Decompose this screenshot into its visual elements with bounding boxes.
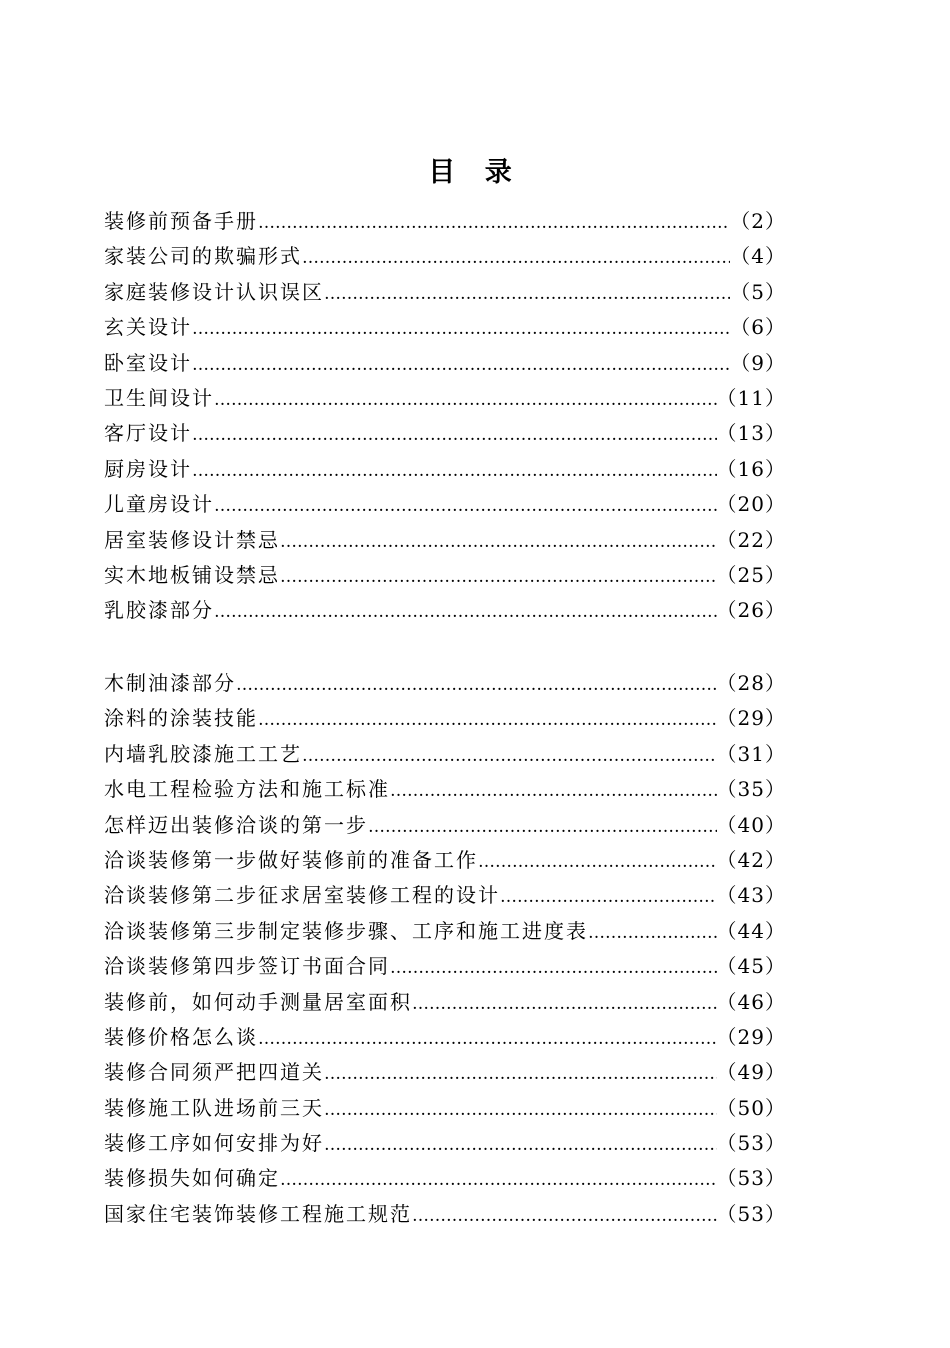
toc-leader-dots xyxy=(412,1199,717,1234)
toc-entry-page-number: （13） xyxy=(716,421,786,446)
toc-entry-title: 儿童房设计 xyxy=(104,492,214,517)
toc-leader-dots xyxy=(324,1128,717,1163)
toc-entry-page-number: （50） xyxy=(716,1095,786,1120)
toc-entry-title: 内墙乳胶漆施工工艺 xyxy=(104,741,302,766)
toc-entry[interactable] xyxy=(104,843,786,878)
toc-leader-dots xyxy=(302,241,730,276)
page-title: 目 录 xyxy=(428,157,522,188)
toc-entry-page-number: （49） xyxy=(716,1060,786,1085)
toc-leader-dots xyxy=(280,560,717,595)
toc-entry-title: 实木地板铺设禁忌 xyxy=(104,562,280,587)
toc-entry-title: 装修工序如何安排为好 xyxy=(104,1131,324,1156)
toc-entry[interactable] xyxy=(104,381,786,416)
toc-entry-page-number: （28） xyxy=(716,671,786,695)
toc-leader-dots xyxy=(280,525,717,560)
toc-leader-dots xyxy=(258,206,730,241)
toc-entry-title: 装修合同须严把四道关 xyxy=(104,1060,324,1085)
toc-entry[interactable] xyxy=(104,808,786,843)
toc-entry-page-number: （25） xyxy=(716,562,786,587)
toc-entry-page-number: （9） xyxy=(730,350,786,375)
toc-entry-title: 卫生间设计 xyxy=(104,385,214,410)
toc-entry-title: 装修前预备手册 xyxy=(104,209,258,233)
toc-leader-dots xyxy=(588,916,717,951)
toc-leader-dots xyxy=(192,454,717,489)
toc-entry-page-number: （11） xyxy=(716,385,786,410)
toc-entry-page-number: （42） xyxy=(716,847,786,872)
toc-entry[interactable] xyxy=(104,878,786,913)
toc-entry[interactable] xyxy=(104,1055,786,1090)
toc-leader-dots xyxy=(324,277,730,312)
toc-entry-title: 洽谈装修第二步征求居室装修工程的设计 xyxy=(104,883,500,908)
toc-entry-page-number: （53） xyxy=(716,1201,786,1226)
toc-entry-title: 洽谈装修第四步签订书面合同 xyxy=(104,954,390,979)
toc-entry[interactable] xyxy=(104,558,786,593)
toc-entry[interactable] xyxy=(104,239,786,274)
toc-entry[interactable] xyxy=(104,1161,786,1196)
toc-entry-page-number: （40） xyxy=(716,812,786,837)
toc-entry-page-number: （53） xyxy=(716,1131,786,1156)
toc-leader-dots xyxy=(302,739,717,774)
toc-leader-dots xyxy=(258,1022,717,1057)
toc-entry-page-number: （29） xyxy=(716,706,786,731)
toc-entry[interactable] xyxy=(104,1126,786,1161)
toc-entry-page-number: （26） xyxy=(716,598,786,623)
toc-section-1 xyxy=(104,204,786,629)
toc-leader-dots xyxy=(478,845,717,880)
toc-entry-page-number: （35） xyxy=(716,777,786,802)
toc-entry-title: 卧室设计 xyxy=(104,350,192,375)
toc-entry[interactable] xyxy=(104,346,786,381)
toc-entry[interactable] xyxy=(104,666,786,701)
toc-entry[interactable] xyxy=(104,985,786,1020)
toc-entry-title: 装修价格怎么谈 xyxy=(104,1024,258,1049)
toc-leader-dots xyxy=(368,810,717,845)
toc-entry[interactable] xyxy=(104,1020,786,1055)
toc-entry-title: 装修损失如何确定 xyxy=(104,1166,280,1191)
toc-entry-page-number: （6） xyxy=(730,315,786,340)
toc-entry-title: 涂料的涂装技能 xyxy=(104,706,258,731)
toc-leader-dots xyxy=(324,1057,717,1092)
toc-entry-page-number: （20） xyxy=(716,492,786,517)
toc-entry-page-number: （53） xyxy=(716,1166,786,1191)
toc-leader-dots xyxy=(214,595,717,630)
toc-entry[interactable] xyxy=(104,275,786,310)
toc-entry-title: 家装公司的欺骗形式 xyxy=(104,244,302,269)
toc-leader-dots xyxy=(214,383,717,418)
toc-entry[interactable] xyxy=(104,914,786,949)
toc-leader-dots xyxy=(236,668,717,703)
toc-entry-page-number: （44） xyxy=(716,918,786,943)
toc-leader-dots xyxy=(390,774,717,809)
toc-leader-dots xyxy=(324,1093,717,1128)
toc-entry[interactable] xyxy=(104,1197,786,1232)
toc-entry[interactable] xyxy=(104,452,786,487)
toc-entry-title: 家庭装修设计认识误区 xyxy=(104,279,324,304)
toc-entry-page-number: （31） xyxy=(716,741,786,766)
toc-entry-title: 装修前，如何动手测量居室面积 xyxy=(104,989,412,1014)
toc-leader-dots xyxy=(412,987,717,1022)
toc-entry-title: 水电工程检验方法和施工标准 xyxy=(104,777,390,802)
toc-entry-page-number: （4） xyxy=(730,244,786,269)
toc-entry-page-number: （16） xyxy=(716,456,786,481)
toc-entry-title: 怎样迈出装修洽谈的第一步 xyxy=(104,812,368,837)
toc-entry-page-number: （2） xyxy=(730,209,786,233)
toc-entry-title: 居室装修设计禁忌 xyxy=(104,527,280,552)
toc-entry[interactable] xyxy=(104,416,786,451)
toc-entry-page-number: （22） xyxy=(716,527,786,552)
toc-entry[interactable] xyxy=(104,772,786,807)
toc-entry[interactable] xyxy=(104,204,786,239)
toc-entry-title: 木制油漆部分 xyxy=(104,671,236,695)
toc-leader-dots xyxy=(214,489,717,524)
toc-entry-title: 乳胶漆部分 xyxy=(104,598,214,623)
toc-leader-dots xyxy=(500,880,717,915)
toc-entry-title: 洽谈装修第三步制定装修步骤、工序和施工进度表 xyxy=(104,918,588,943)
toc-entry[interactable] xyxy=(104,310,786,345)
toc-leader-dots xyxy=(192,312,730,347)
toc-entry-title: 厨房设计 xyxy=(104,456,192,481)
toc-entry-page-number: （5） xyxy=(730,279,786,304)
toc-leader-dots xyxy=(390,951,717,986)
toc-leader-dots xyxy=(258,703,717,738)
toc-entry-title: 玄关设计 xyxy=(104,315,192,340)
toc-entry-title: 装修施工队进场前三天 xyxy=(104,1095,324,1120)
toc-entry-title: 客厅设计 xyxy=(104,421,192,446)
toc-entry[interactable] xyxy=(104,523,786,558)
toc-entry[interactable] xyxy=(104,737,786,772)
toc-section-2 xyxy=(104,666,786,1232)
toc-entry-page-number: （46） xyxy=(716,989,786,1014)
toc-entry-page-number: （29） xyxy=(716,1024,786,1049)
toc-entry[interactable] xyxy=(104,1091,786,1126)
toc-entry[interactable] xyxy=(104,487,786,522)
toc-entry[interactable] xyxy=(104,949,786,984)
toc-entry[interactable] xyxy=(104,701,786,736)
toc-leader-dots xyxy=(280,1163,717,1198)
toc-entry[interactable] xyxy=(104,593,786,628)
toc-leader-dots xyxy=(192,418,717,453)
toc-leader-dots xyxy=(192,348,730,383)
toc-entry-page-number: （43） xyxy=(716,883,786,908)
toc-entry-page-number: （45） xyxy=(716,954,786,979)
toc-entry-title: 洽谈装修第一步做好装修前的准备工作 xyxy=(104,847,478,872)
toc-entry-title: 国家住宅装饰装修工程施工规范 xyxy=(104,1201,412,1226)
